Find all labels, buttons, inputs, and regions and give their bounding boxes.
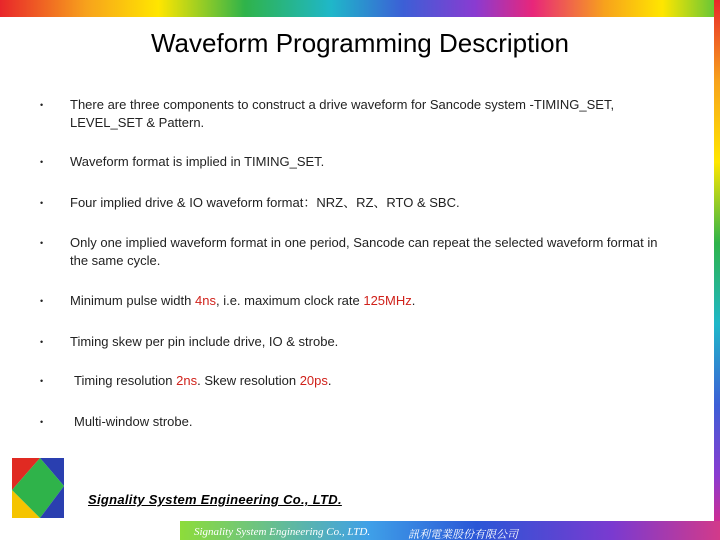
bullet-text-segment: Timing resolution bbox=[74, 373, 177, 388]
bullet-dot: • bbox=[40, 417, 44, 427]
company-name: Signality System Engineering Co., LTD. bbox=[88, 492, 342, 507]
bullet-text-segment: Only one implied waveform format in one period, Sancode can repeat the selected waveform format in the same cycle. bbox=[70, 235, 658, 268]
bullet-dot: • bbox=[40, 296, 44, 306]
bullet-text-segment: Waveform format is implied in TIMING_SET. bbox=[70, 154, 325, 169]
bullet-dot: • bbox=[40, 157, 44, 167]
bullet-text bbox=[70, 153, 670, 171]
right-rainbow-bar bbox=[714, 0, 720, 540]
bullet-text bbox=[70, 292, 670, 310]
bullet-dot: • bbox=[40, 376, 44, 386]
highlighted-value: 125MHz bbox=[363, 293, 412, 308]
bullet-text bbox=[70, 194, 670, 212]
bullet-dot: • bbox=[40, 198, 44, 208]
bullet-text-segment: Multi-window strobe. bbox=[74, 414, 193, 429]
footer-company-english: Signality System Engineering Co., LTD. bbox=[194, 526, 371, 538]
bullet-text bbox=[74, 372, 674, 390]
bullet-text bbox=[74, 413, 674, 431]
bullet-text bbox=[70, 234, 670, 270]
bullet-text-segment: . bbox=[327, 373, 332, 388]
bullet-dot: • bbox=[40, 337, 44, 347]
highlighted-value: 20ps bbox=[299, 373, 328, 388]
top-rainbow-bar bbox=[0, 0, 720, 17]
bullet-text-segment: Timing skew per pin include drive, IO & strobe. bbox=[70, 334, 339, 349]
bullet-dot: • bbox=[40, 238, 44, 248]
bullet-text-segment: . bbox=[411, 293, 416, 308]
bullet-text bbox=[70, 333, 670, 351]
footer-company-chinese: 訊利電業股份有限公司 bbox=[408, 529, 518, 541]
bullet-text-segment: , i.e. maximum clock rate bbox=[215, 293, 364, 308]
bullet-dot: • bbox=[40, 100, 44, 110]
bullet-text-segment: Minimum pulse width bbox=[70, 293, 195, 308]
company-logo-icon bbox=[10, 456, 66, 520]
bullet-text-segment: . Skew resolution bbox=[197, 373, 300, 388]
highlighted-value: 2ns bbox=[176, 373, 198, 388]
slide-title: Waveform Programming Description bbox=[150, 28, 570, 58]
bullet-text-segment: There are three components to construct a drive waveform for Sancode system -TIMING_SET, LEVEL_SET & Pattern. bbox=[70, 97, 615, 130]
bullet-text-segment: Four implied drive & IO waveform format：NRZ、RZ、RTO & SBC. bbox=[70, 195, 460, 210]
highlighted-value: 4ns bbox=[195, 293, 216, 308]
bullet-text bbox=[70, 96, 670, 132]
